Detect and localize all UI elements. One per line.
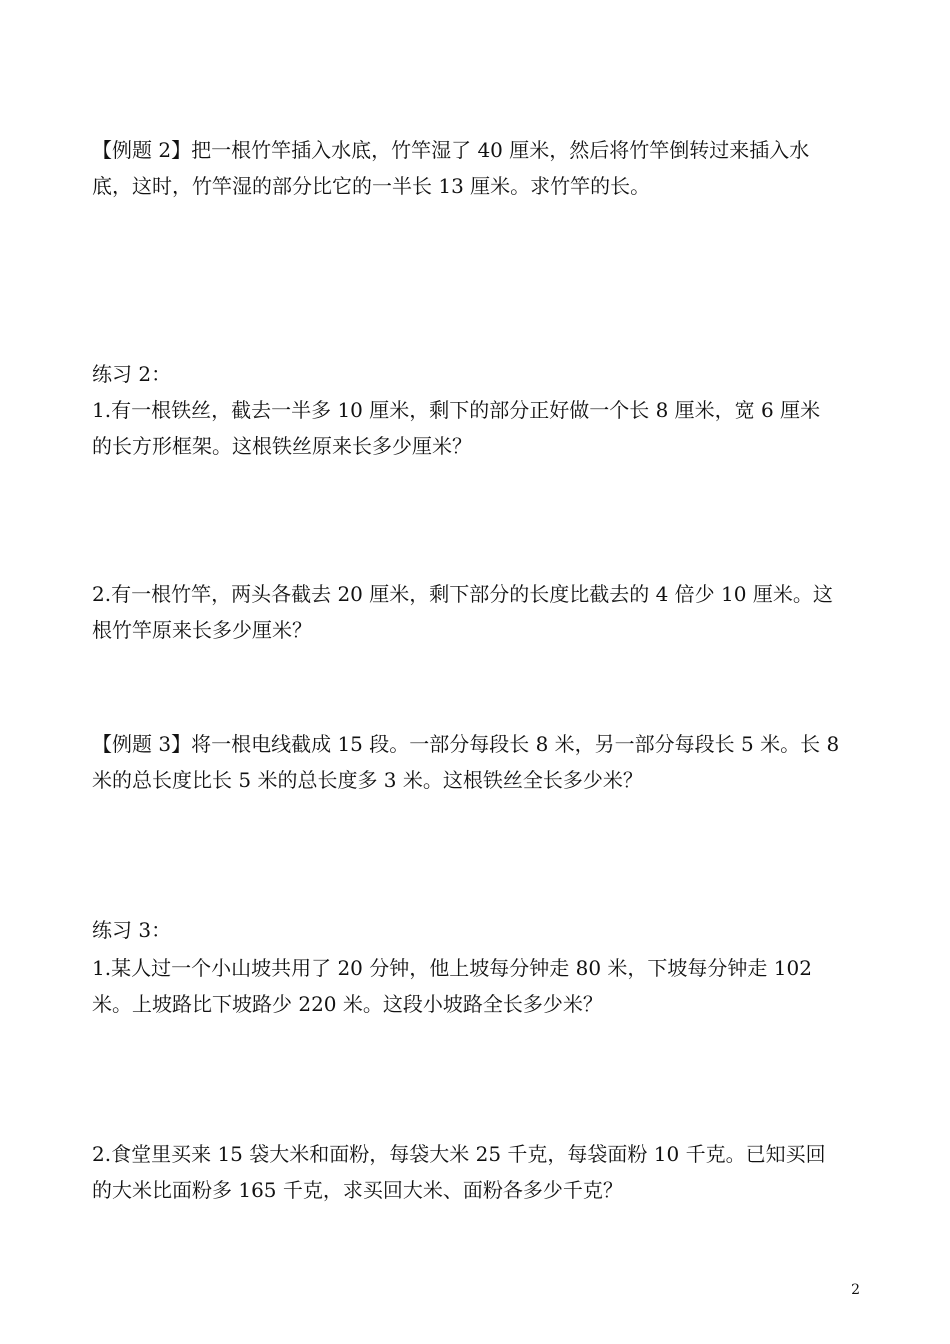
- example-2-line-2: 底，这时，竹竿湿的部分比它的一半长 13 厘米。求竹竿的长。: [92, 174, 651, 198]
- example-3-text: [92, 726, 860, 798]
- example-3-line-1: 【例题 3】将一根电线截成 15 段。一部分每段长 8 米，另一部分每段长 5 米。长 8: [92, 732, 840, 756]
- practice-2-q2-line-2: 根竹竿原来长多少厘米？: [92, 618, 312, 642]
- practice-3-q1-line-1: 1.某人过一个小山坡共用了 20 分钟，他上坡每分钟走 80 米，下坡每分钟走 102: [92, 956, 812, 980]
- practice-3-q1-line-2: 米。上坡路比下坡路少 220 米。这段小坡路全长多少米？: [92, 992, 603, 1016]
- practice-2-q1-line-1: 1.有一根铁丝，截去一半多 10 厘米，剩下的部分正好做一个长 8 厘米，宽 6 厘米: [92, 398, 821, 422]
- example-2-line-1: 【例题 2】把一根竹竿插入水底，竹竿湿了 40 厘米，然后将竹竿倒转过来插入水: [92, 138, 810, 162]
- practice-3-q2-line-2: 的大米比面粉多 165 千克，求买回大米、面粉各多少千克？: [92, 1178, 623, 1202]
- practice-3-question-2: [92, 1136, 860, 1208]
- example-2-text: [92, 132, 860, 204]
- practice-2-q2-line-1: 2.有一根竹竿，两头各截去 20 厘米，剩下部分的长度比截去的 4 倍少 10 厘米。这: [92, 582, 833, 606]
- practice-2-q1-line-2: 的长方形框架。这根铁丝原来长多少厘米？: [92, 434, 472, 458]
- practice-3-question-1: [92, 950, 860, 1022]
- example-3-line-2: 米的总长度比长 5 米的总长度多 3 米。这根铁丝全长多少米？: [92, 768, 643, 792]
- practice-3-heading: 练习 3：: [92, 918, 172, 942]
- page-number: 2: [851, 1282, 860, 1298]
- practice-2-question-2: [92, 576, 860, 648]
- practice-3-q2-line-1: 2.食堂里买来 15 袋大米和面粉，每袋大米 25 千克，每袋面粉 10 千克。已知买回: [92, 1142, 826, 1166]
- practice-2-heading: 练习 2：: [92, 362, 172, 386]
- practice-2-question-1: [92, 392, 860, 464]
